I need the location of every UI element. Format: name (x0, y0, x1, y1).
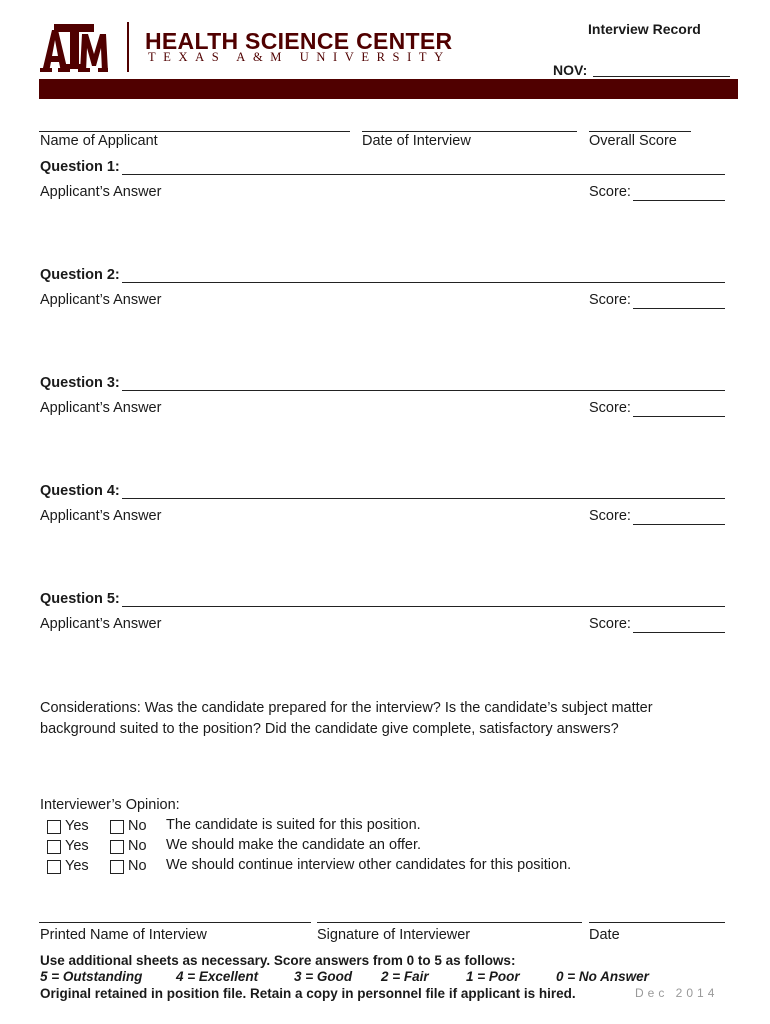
atm-logo-icon (40, 22, 108, 76)
opinion-3-no-checkbox[interactable] (110, 860, 124, 874)
opinion-3-no-label: No (128, 858, 147, 874)
interview-date-label: Date of Interview (362, 133, 471, 149)
header-divider (127, 22, 129, 72)
question-4-label: Question 4: (40, 483, 120, 499)
opinion-1-no-checkbox[interactable] (110, 820, 124, 834)
opinion-title: Interviewer’s Opinion: (40, 797, 180, 813)
question-5-label: Question 5: (40, 591, 120, 607)
opinion-2-text: We should make the candidate an offer. (166, 837, 421, 853)
question-1-score-field[interactable] (633, 200, 725, 201)
applicant-name-label: Name of Applicant (40, 133, 158, 149)
question-1-label: Question 1: (40, 159, 120, 175)
overall-score-label: Overall Score (589, 133, 677, 149)
signature-date-label: Date (589, 927, 620, 943)
applicant-name-field[interactable] (39, 131, 350, 132)
opinion-2-yes-label: Yes (65, 838, 89, 854)
question-5-score-field[interactable] (633, 632, 725, 633)
question-5-score-label: Score: (589, 616, 631, 632)
question-4-answer-label: Applicant’s Answer (40, 508, 162, 524)
question-3-field[interactable] (122, 390, 725, 391)
question-3-label: Question 3: (40, 375, 120, 391)
question-3-score-field[interactable] (633, 416, 725, 417)
revision-date: Dec 2014 (635, 986, 719, 1000)
scale-item: 1 = Poor (466, 969, 520, 984)
opinion-1-text: The candidate is suited for this position. (166, 817, 421, 833)
header-band (39, 79, 738, 99)
document-title: Interview Record (588, 21, 701, 37)
opinion-2-no-checkbox[interactable] (110, 840, 124, 854)
scale-item: 5 = Outstanding (40, 969, 143, 984)
question-4-field[interactable] (122, 498, 725, 499)
interview-date-field[interactable] (362, 131, 577, 132)
question-1-score-label: Score: (589, 184, 631, 200)
question-3-answer-label: Applicant’s Answer (40, 400, 162, 416)
question-3-score-label: Score: (589, 400, 631, 416)
printed-name-label: Printed Name of Interview (40, 927, 207, 943)
signature-field[interactable] (317, 922, 582, 923)
overall-score-field[interactable] (589, 131, 691, 132)
question-2-score-label: Score: (589, 292, 631, 308)
question-4-score-label: Score: (589, 508, 631, 524)
opinion-2-no-label: No (128, 838, 147, 854)
score-scale (0, 969, 770, 987)
printed-name-field[interactable] (39, 922, 311, 923)
org-subtitle: TEXAS A&M UNIVERSITY (148, 50, 451, 64)
opinion-1-no-label: No (128, 818, 147, 834)
question-1-answer-label: Applicant’s Answer (40, 184, 162, 200)
org-title: HEALTH SCIENCE CENTER (145, 28, 453, 54)
signature-label: Signature of Interviewer (317, 927, 471, 943)
footer-note: Use additional sheets as necessary. Score answers from 0 to 5 as follows: (40, 953, 516, 968)
question-5-answer-label: Applicant’s Answer (40, 616, 162, 632)
nov-field[interactable] (593, 76, 730, 77)
opinion-1-yes-checkbox[interactable] (47, 820, 61, 834)
question-4-score-field[interactable] (633, 524, 725, 525)
scale-item: 0 = No Answer (556, 969, 649, 984)
question-2-answer-label: Applicant’s Answer (40, 292, 162, 308)
question-2-label: Question 2: (40, 267, 120, 283)
nov-label: NOV: (553, 62, 588, 78)
question-5-field[interactable] (122, 606, 725, 607)
opinion-3-text: We should continue interview other candidates for this position. (166, 857, 572, 873)
opinion-3-yes-checkbox[interactable] (47, 860, 61, 874)
signature-date-field[interactable] (589, 922, 725, 923)
considerations-text: Considerations: Was the candidate prepared for the interview? Is the candidate’s subject matter background suited to the position? Did the candidate give complete, satisfactory answers? (40, 700, 653, 737)
opinion-2-yes-checkbox[interactable] (47, 840, 61, 854)
question-2-score-field[interactable] (633, 308, 725, 309)
scale-item: 3 = Good (294, 969, 353, 984)
scale-item: 2 = Fair (381, 969, 429, 984)
question-2-field[interactable] (122, 282, 725, 283)
opinion-1-yes-label: Yes (65, 818, 89, 834)
retention-note: Original retained in position file. Retain a copy in personnel file if applicant is hired. (40, 986, 576, 1001)
question-1-field[interactable] (122, 174, 725, 175)
scale-item: 4 = Excellent (176, 969, 259, 984)
opinion-3-yes-label: Yes (65, 858, 89, 874)
